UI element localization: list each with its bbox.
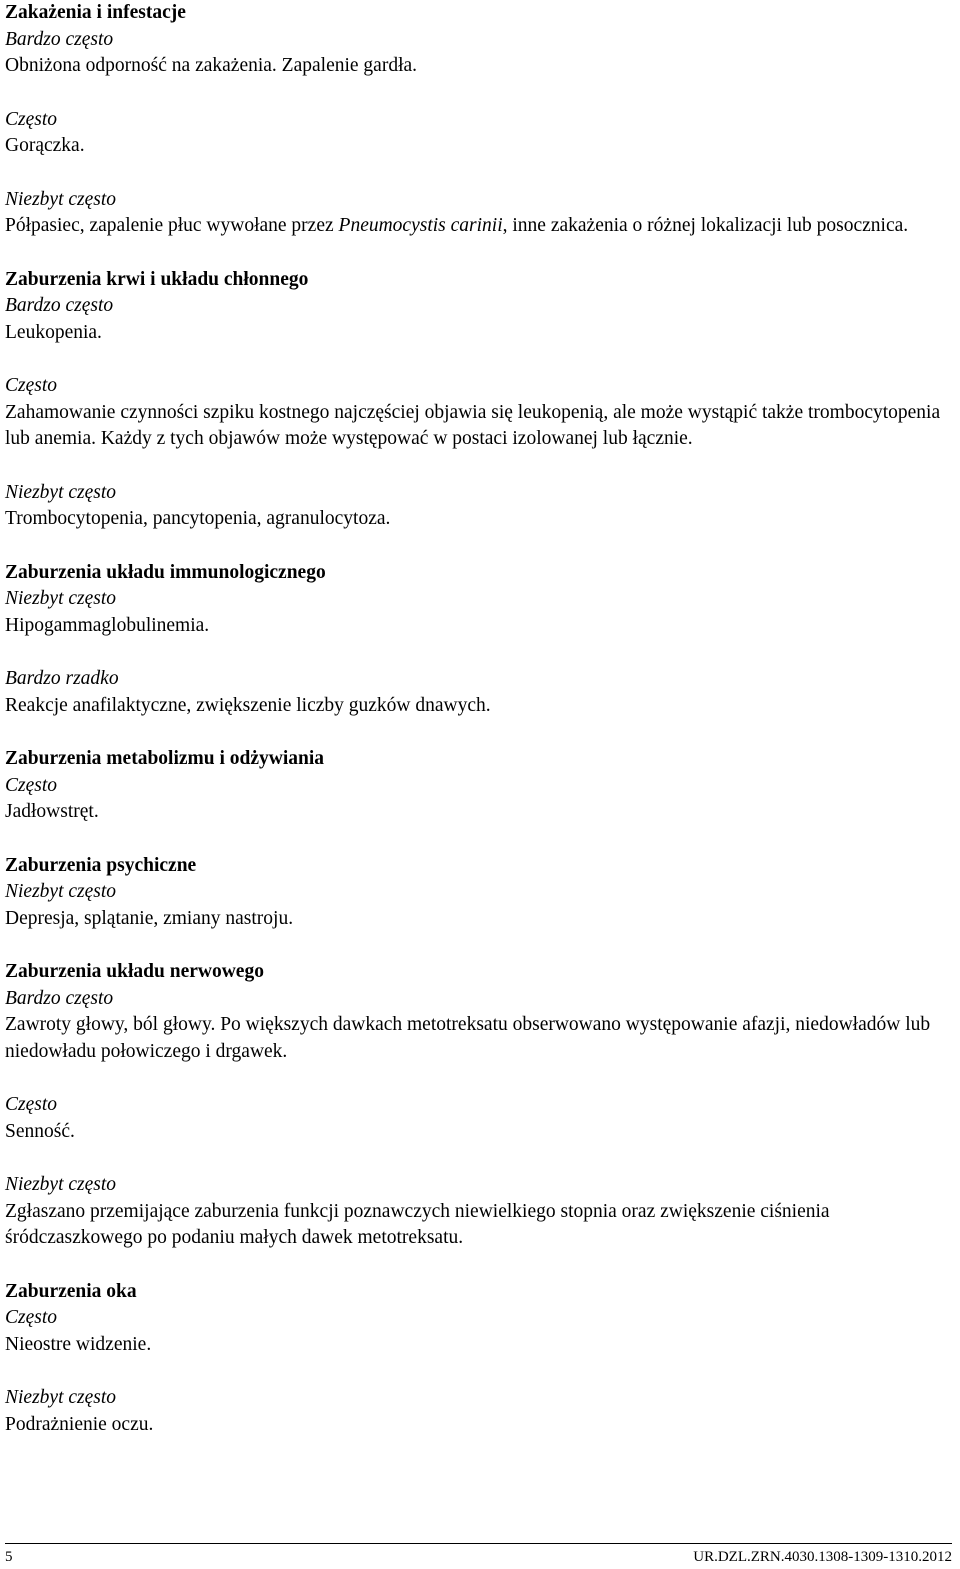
document-body [5,0,950,1438]
paragraph: Obniżona odporność na zakażenia. Zapalenie gardła. [5,55,418,76]
paragraph [5,213,950,240]
paragraph: Zgłaszano przemijające zaburzenia funkcji poznawczych niewielkiego stopnia oraz zwiększenie ciśnienia śródczaszkowego po podaniu małych dawek metotreksatu. [5,1200,830,1248]
frequency-label: Bardzo często [5,28,114,50]
frequency-label: Często [5,108,58,130]
section-title: Zaburzenia psychiczne [5,854,197,876]
frequency-label: Niezbyt często [5,481,117,503]
paragraph: Gorączka. [5,135,85,156]
page-footer [5,1546,952,1568]
frequency-label: Często [5,1307,58,1328]
pathogen-name: Pneumocystis carinii [338,215,503,236]
section-title: Zakażenia i infestacje [5,2,186,23]
section-title: Zaburzenia układu nerwowego [5,961,264,982]
paragraph: Reakcje anafilaktyczne, zwiększenie liczby guzków dnawych. [5,694,491,716]
paragraph: Hipogammaglobulinemia. [5,614,210,636]
paragraph-text: , inne zakażenia o różnej lokalizacji lub posocznica. [502,215,909,236]
paragraph: Leukopenia. [5,321,102,343]
document-reference: UR.DZL.ZRN.4030.1308-1309-1310.2012 [693,1549,952,1565]
frequency-label: Często [5,774,58,796]
paragraph: Zawroty głowy, ból głowy. Po większych dawkach metotreksatu obserwowano występowanie afazji, niedowładów lub niedowładu połowiczego i drgawek. [5,1014,931,1062]
paragraph-text: Półpasiec, zapalenie płuc wywołane przez [5,215,339,236]
frequency-label: Niezbyt często [5,188,117,210]
paragraph: Nieostre widzenie. [5,1333,152,1355]
frequency-label: Bardzo często [5,987,114,1009]
frequency-label: Niezbyt często [5,881,117,902]
frequency-label: Często [5,375,58,396]
paragraph: Depresja, splątanie, zmiany nastroju. [5,907,294,929]
frequency-label: Niezbyt często [5,1387,117,1408]
frequency-label: Bardzo często [5,295,114,316]
frequency-label: Niezbyt często [5,1174,117,1195]
footer-divider [5,1543,952,1544]
paragraph: Senność. [5,1120,75,1142]
section-title: Zaburzenia metabolizmu i odżywiania [5,748,325,769]
frequency-label: Bardzo rzadko [5,668,119,689]
paragraph: Jadłowstręt. [5,801,99,822]
section-title: Zaburzenia krwi i układu chłonnego [5,268,309,290]
section-title: Zaburzenia układu immunologicznego [5,561,326,583]
frequency-label: Często [5,1094,58,1115]
section-title: Zaburzenia oka [5,1280,137,1302]
paragraph: Zahamowanie czynności szpiku kostnego najczęściej objawia się leukopenią, ale może wystąpić także trombocytopenia lub anemia. Każdy z tych objawów może występować w postaci izolowanej lub łącznie. [5,401,941,449]
paragraph: Podrażnienie oczu. [5,1413,154,1435]
page-number: 5 [5,1549,13,1565]
frequency-label: Niezbyt często [5,588,117,609]
paragraph: Trombocytopenia, pancytopenia, agranulocytoza. [5,508,391,529]
